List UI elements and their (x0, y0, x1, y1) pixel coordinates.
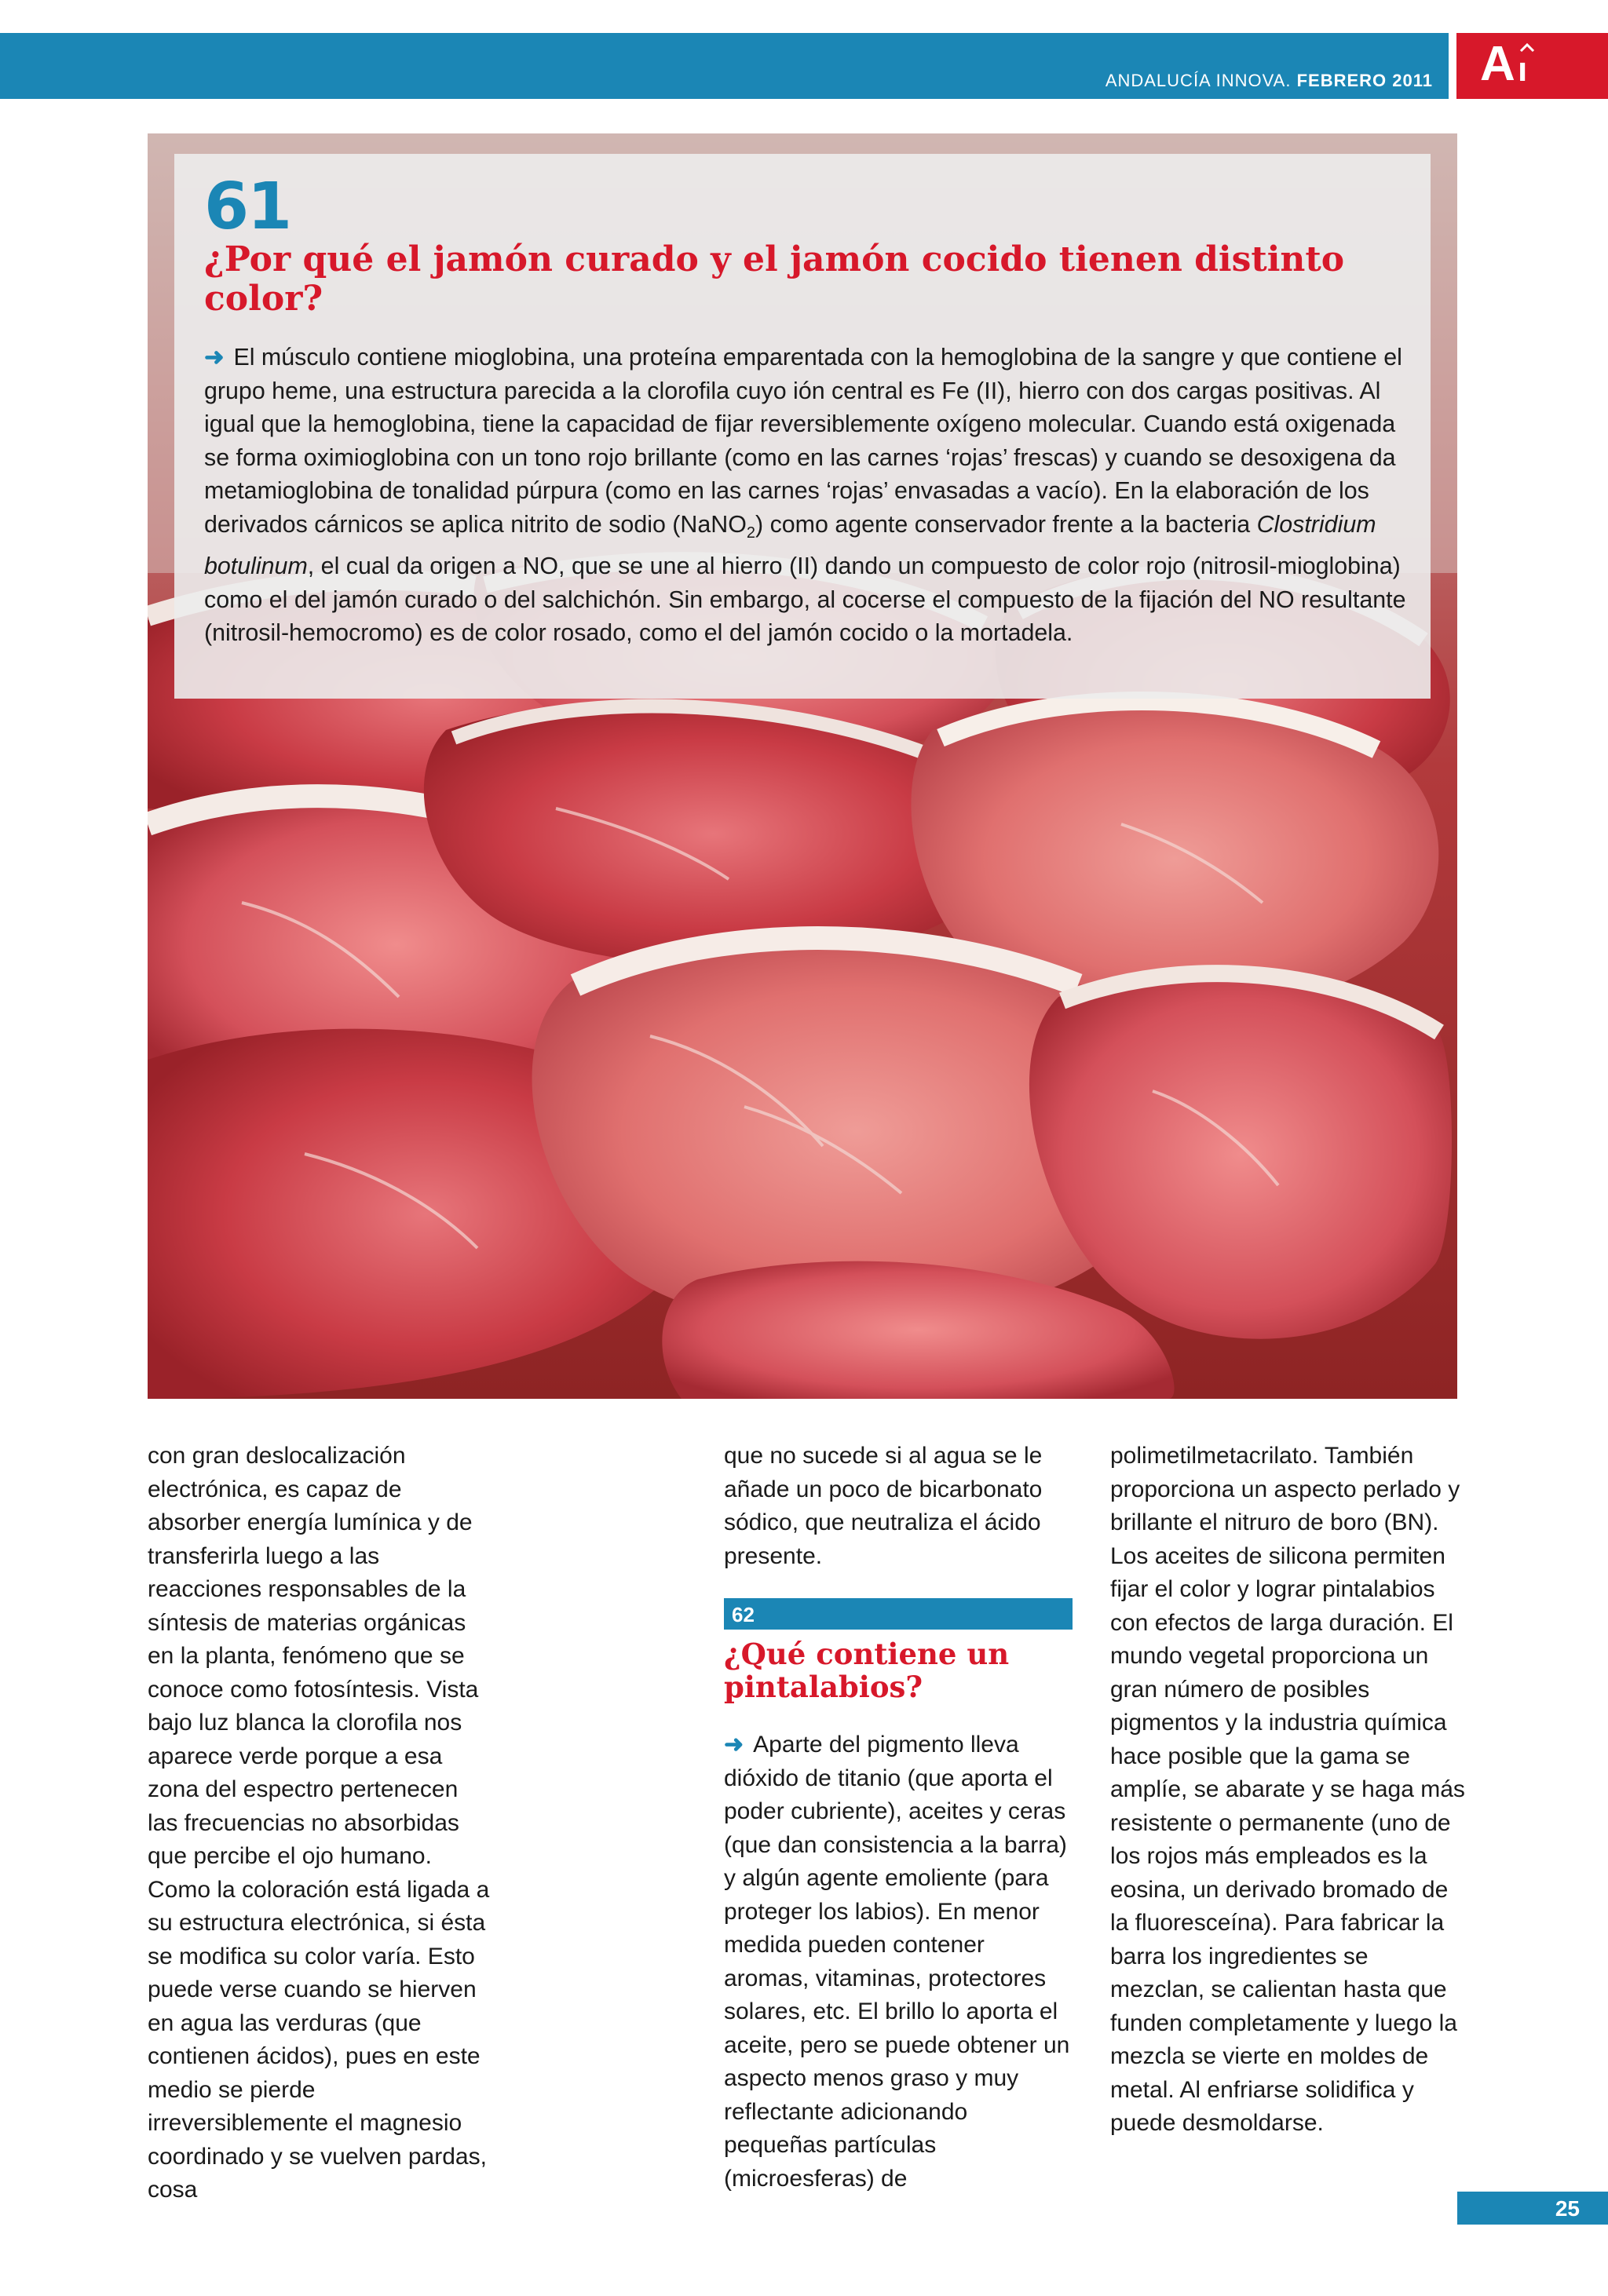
question-62-answer (724, 1728, 1076, 2196)
answer-61-part1: El músculo contiene mioglobina, una proteína emparentada con la hemoglobina de la sangre y que contiene el grupo heme, una estructura parecida a la clorofila cuyo ión central es Fe (II), hierro con dos cargas positivas. Al igual que la hemoglobina, tiene la capacidad de fijar reversiblemente oxígeno molecular. Cuando está oxigenada se forma oximioglobina con un tono rojo brillante (como en las carnes ‘rojas’ frescas) y cuando se desoxigena da metamioglobina de tonalidad púrpura (como en las carnes ‘rojas’ envasadas a vacío). En la elaboración de los derivados cárnicos se aplica nitrito de sodio (NaNO (204, 344, 1402, 538)
column-1-text (148, 1440, 493, 2207)
question-61-box (174, 154, 1431, 699)
header-bar (0, 33, 1449, 99)
issue-date: FEBRERO 2011 (1296, 71, 1433, 90)
magazine-logo (1456, 33, 1608, 99)
page-number-box (1457, 2192, 1608, 2225)
arrow-icon: ➜ (204, 344, 225, 370)
column-2-paragraph: que no sucede si al agua se le añade un poco de bicarbonato sódico, que neutraliza el ácido presente. (724, 1443, 1043, 1569)
question-62-title: ¿Qué contiene un pintalabios? (724, 1637, 1010, 1704)
magazine-name: ANDALUCÍA INNOVA. (1105, 71, 1292, 90)
answer-62-text: Aparte del pigmento lleva dióxido de titanio (que aporta el poder cubriente), aceites y ceras (que dan consistencia a la barra) y algún agente emoliente (para proteger los labios). En menor medida pueden contener aromas, vitaminas, protectores solares, etc. El brillo lo aporta el aceite, pero se puede obtener un aspecto menos graso y muy reflectante adicionando pequeñas partículas (microesferas) de (724, 1732, 1070, 2192)
answer-61-part3: , el cual da origen a NO, que se une al hierro (II) dando un compuesto de color rojo (nitrosil-mioglobina) como el del jamón curado o del salchichón. Sin embargo, al cocerse el compuesto de la fijación del NO resultante (nitrosil-hemocromo) es de color rosado, como el del jamón cocido o la mortadela. (204, 553, 1406, 647)
question-62-bar (724, 1598, 1073, 1630)
header-issue-line (1106, 71, 1433, 91)
column-3-paragraph: polimetilmetacrilato. También proporciona un aspecto perlado y brillante el nitruro de boro (BN). Los aceites de silicona permiten fijar el color y lograr pintalabios con efectos de larga duración. El mundo vegetal proporciona un gran número de posibles pigmentos y la industria química hace posible que la gama se amplíe, se abarate y se haga más resistente o permanente (uno de los rojos más empleados es la eosina, un derivado bromado de la fluoresceína). Para fabricar la barra los ingredientes se mezclan, se calientan hasta que funden completamente y luego la mezcla se vierte en moldes de metal. Al enfriarse solidifica y puede desmoldarse. (1110, 1443, 1465, 2136)
logo-i: ı (1518, 50, 1528, 89)
formula-subscript: 2 (746, 524, 755, 542)
column-3-text (1110, 1440, 1465, 2141)
arrow-icon: ➜ (724, 1732, 744, 1758)
column-1-paragraph: con gran deslocalización electrónica, es capaz de absorber energía lumínica y de transferirla luego a las reacciones responsables de la síntesis de materias orgánicas en la planta, fenómeno que se conoce como fotosíntesis. Vista bajo luz blanca la clorofila nos aparece verde porque a esa zona del espectro pertenecen las frecuencias no absorbidas que percibe el ojo humano. Como la coloración está ligada a su estructura electrónica, si ésta se modifica su color varía. Esto puede verse cuando se hierven en agua las verduras (que contienen ácidos), pues en este medio se pierde irreversiblemente el magnesio coordinado y se vuelven pardas, cosa (148, 1443, 490, 2203)
question-61-number: 61 (204, 170, 291, 244)
logo-letter: A (1480, 37, 1515, 91)
question-61-answer (204, 341, 1413, 650)
question-61-title: ¿Por qué el jamón curado y el jamón cocido tienen distinto color? (204, 239, 1345, 319)
answer-61-part2: ) como agente conservador frente a la bacteria (755, 510, 1257, 538)
bacteria-name: Clostridium botulinum (204, 510, 1376, 580)
page-number: 25 (1555, 2196, 1580, 2221)
question-62-number: 62 (732, 1603, 755, 1626)
column-2-text (724, 1440, 1076, 1573)
